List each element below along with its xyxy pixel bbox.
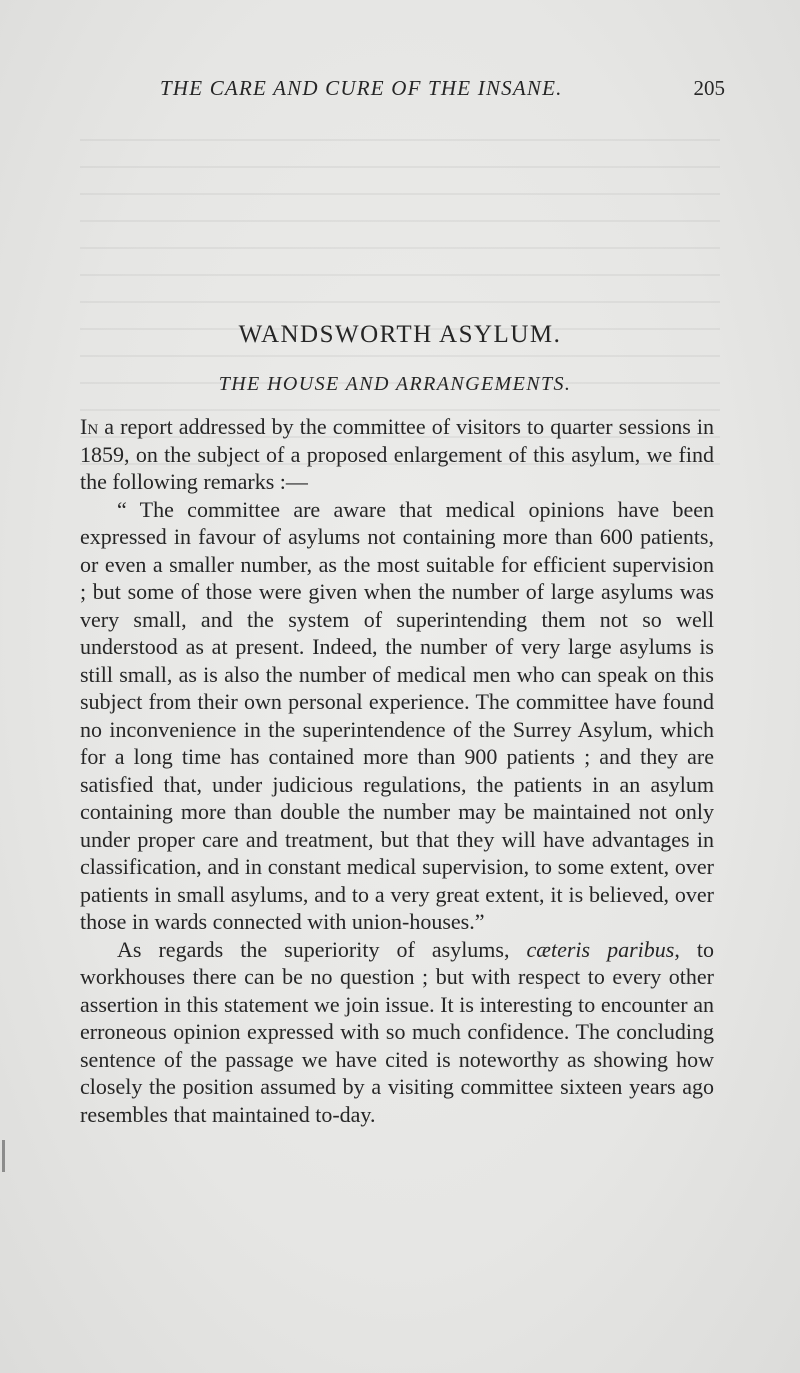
paragraph-1 — [80, 413, 714, 496]
page-number: 205 — [693, 76, 725, 100]
running-title: THE CARE AND CURE OF THE INSANE. — [160, 76, 563, 100]
section-heading: WANDSWORTH ASYLUM. — [238, 321, 562, 348]
margin-mark — [2, 1140, 5, 1172]
body-text — [80, 413, 714, 1128]
paragraph-2-quotation: “ The committee are aware that medical opinions have been expressed in favour of asylums not containing more than 600 patients, or even a smaller number, as the most suitable for efficient supervision ; but some of those were given when the number of large asylums was very small, and the system of superintending them not so well understood as at present. Indeed, the number of very large asylums is still small, as is also the number of medical men who can speak on this subject from their own personal experience. The committee have found no inconvenience in the superintendence of the Surrey Asylum, which for a long time has contained more than 900 patients ; and they are satisfied that, under judicious regulations, the patients in an asylum containing more than double the number may be maintained not only under proper care and treatment, but that they will have advantages in classification, and in constant medical supervision, to some extent, over patients in small asylums, and to a very great extent, it is believed, over those in wards connected with union-houses.” — [80, 496, 714, 934]
paragraph-3 — [80, 936, 714, 1129]
paragraph-3-text-before: As regards the superiority of asylums, — [117, 936, 527, 962]
section-subheading: THE HOUSE AND ARRANGEMENTS. — [218, 373, 572, 395]
paragraph-1-text: a report addressed by the committee of visitors to quarter sessions in 1859, on the subject of a proposed enlargement of this asylum, we find the following remarks :— — [80, 414, 714, 494]
paragraph-3-latin-phrase: cæteris paribus — [526, 936, 675, 962]
paragraph-3-text-after: , to workhouses there can be no question ; but with respect to every other assertion in this statement we join issue. It is interesting to encounter an erroneous opinion expressed with so much confidence. The concluding sentence of the passage we have cited is noteworthy as showing how closely the position assumed by a visiting committee sixteen years ago resembles that maintained to-day. — [80, 936, 714, 1127]
page-header — [80, 76, 725, 110]
paragraph-1-opening-word: In — [80, 414, 99, 439]
